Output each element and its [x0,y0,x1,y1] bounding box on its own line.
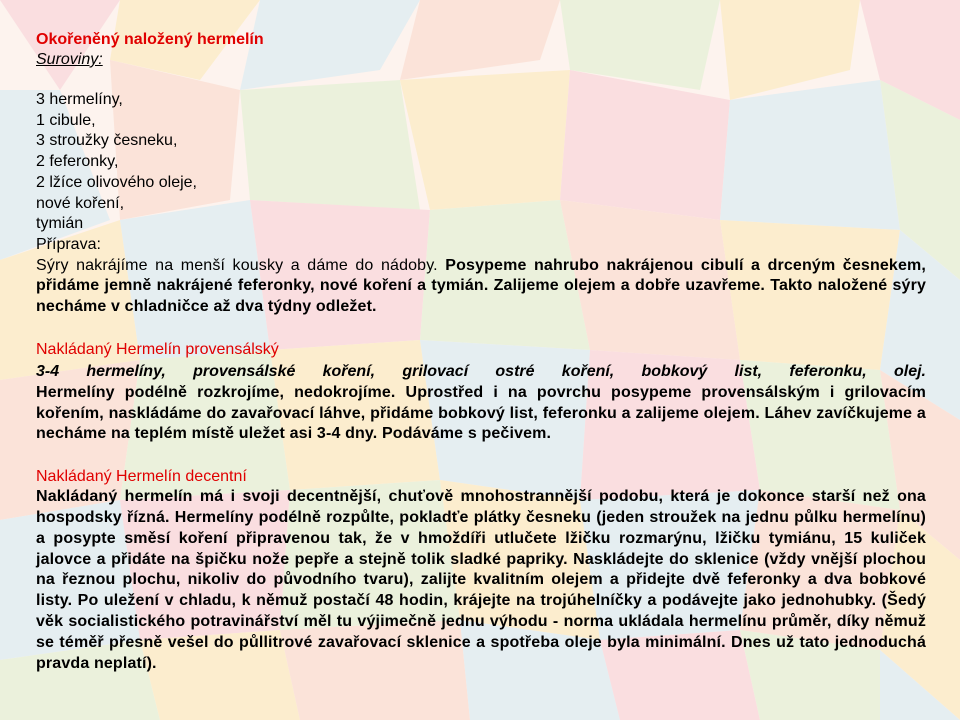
recipe1-instructions-bold: Posypeme nahrubo nakrájenou cibulí a drceným česnekem, přidáme jemně nakrájené feferonky, nové koření a tymián. Zalijeme olejem a dobře uzavřeme. Takto naložené sýry necháme v chladničce až dva týdny odležet. [36,256,926,316]
recipe2-title: Nakládaný Hermelín provensálský [36,341,279,359]
recipe2-ingredients: 3-4 hermelíny, provensálské koření, grilovací ostré koření, bobkový list, feferonku, olej. [36,363,926,381]
recipe1-title: Okořeněný naložený hermelín [36,31,264,48]
recipe-slide [36,30,926,674]
recipe3-body: Nakládaný hermelín má i svoji decentnější, chuťově mnohostrannější podobu, která je dokonce starší než ona hospodsky řízná. Hermelíny podélně rozpůlte, pokladťe plátky česneku (jeden stroužek na jednu půlku hermelínu) a posypte směsí koření připravenou tak, že v hmoždíři utlučete lžičku rozmarýnu, lžičku tymiánu, 15 kuliček jalovce a přidáte na špičku nože pepře a stejně tolik sladké papriky. Naskládejte do sklenice (vždy vnější plochou na řeznou plochu, nikoliv do původního tvaru), zalijte kvalitním olejem a přidejte dvě feferonky a dva bobkové listy. Po uležení v chladu, k němuž postačí 48 hodin, krájejte na trojúhelníčky a podávejte jako jednohubky. (Šedý věk socialistického potravinářství měl tu výjimečně jednu výhodu - norma ukládala hermelínu průměr, díky němuž se téměř přesně vešel do půllitrové zavařovací sklenice a spotřeba oleje byla minimální. Dnes už tato jednoduchá pravda neplatí). [36,488,926,672]
ingredient-item: 2 lžíce olivového oleje, [36,173,197,191]
recipe1-instructions-plain: Sýry nakrájíme na menší kousky a dáme do nádoby. [36,256,438,274]
ingredient-item: 1 cibule, [36,111,96,129]
recipe2-instructions-bold: Uprostřed i na povrchu posypeme provensálským i grilovacím kořením, naskládáme do zavařovací láhve, přidáme bobkový list, feferonku a zalijeme olejem. Láhev zavíčkujeme a necháme na teplém místě uležet asi 3-4 dny. Podáváme s pečivem. [36,383,926,443]
ingredients-list [36,90,926,235]
ingredient-item: 2 feferonky, [36,153,119,171]
ingredient-item: 3 stroužky česneku, [36,132,178,150]
preparation-heading: Příprava: [36,235,101,253]
ingredient-item: tymián [36,215,84,233]
ingredients-heading: Suroviny: [36,51,103,68]
ingredient-item: nové koření, [36,194,125,212]
recipe3-title: Nakládaný Hermelín decentní [36,468,247,486]
recipe1-instructions [36,256,926,318]
ingredient-item: 3 hermelíny, [36,91,123,108]
recipe2-instructions-plain: Hermelíny podélně rozkrojíme, nedokrojíme. [36,383,396,401]
recipe2-instructions [36,383,926,445]
